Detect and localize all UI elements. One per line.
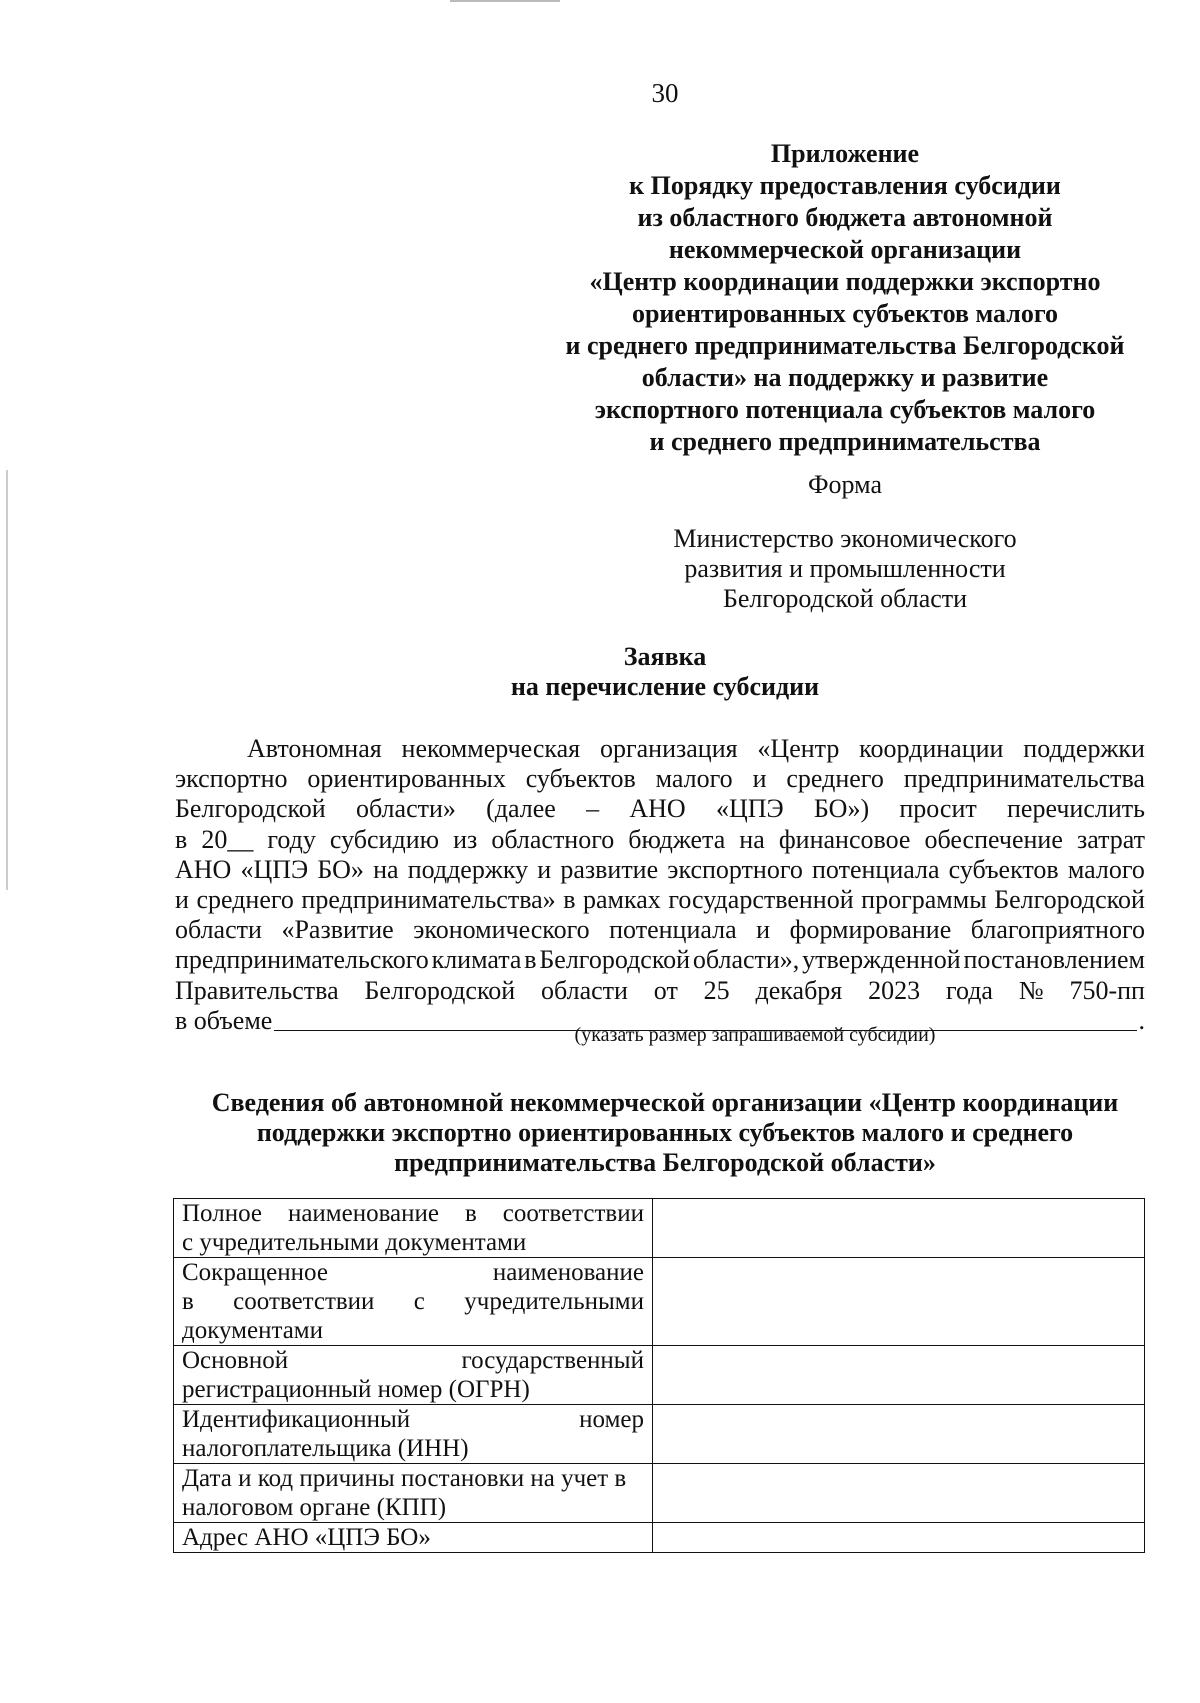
section-title-line: предпринимательства Белгородской области» (394, 1148, 936, 1177)
body-word: АНО (175, 854, 232, 884)
body-word: «ЦПЭ (715, 794, 784, 824)
body-word: области», (692, 945, 800, 975)
cell-word: наименование (287, 1200, 440, 1227)
body-word: государственной (668, 885, 854, 915)
body-line (175, 794, 1145, 824)
body-word: обеспечение (924, 824, 1063, 854)
body-line (175, 976, 1145, 1006)
body-word: утвержденной (802, 945, 961, 975)
body-word: и (537, 854, 552, 884)
body-word: среднего (786, 764, 884, 794)
cell-line (182, 1228, 644, 1257)
body-word: субъектов (525, 764, 636, 794)
body-word: – (586, 794, 600, 824)
body-line (175, 885, 1145, 915)
cell-word: Полное (182, 1200, 262, 1227)
table-row (174, 1405, 1145, 1464)
body-word: области (175, 915, 262, 945)
cell-word: в (182, 1288, 194, 1315)
body-word: Белгородской (175, 794, 326, 824)
body-word: Белгородской (364, 975, 516, 1005)
body-word: БО») (813, 794, 870, 824)
appendix-line: некоммерческой организации (668, 235, 1022, 264)
cell-word: с (413, 1288, 425, 1315)
table-row (174, 1199, 1145, 1258)
body-word: «Центр (757, 734, 840, 763)
body-word: АНО (629, 794, 686, 824)
table-row (174, 1523, 1145, 1553)
appendix-line: «Центр координации поддержки экспортно (589, 267, 1101, 296)
appendix-line: и среднего предпринимательства (649, 427, 1041, 456)
section-title-line: поддержки экспортно ориентированных субъектов малого и среднего (256, 1118, 1074, 1147)
body-word: малого (655, 764, 733, 794)
body-word: ориентированных (307, 764, 506, 794)
body-word: программы (861, 885, 987, 915)
cell-line (182, 1434, 644, 1463)
body-word: в (563, 885, 576, 915)
body-word: перечислить (1007, 794, 1145, 824)
body-word: постановлением (963, 945, 1145, 975)
cell-word: налоговом органе (КПП) (182, 1494, 447, 1521)
body-word: 20__ (201, 824, 254, 854)
table-value-cell (653, 1405, 1145, 1464)
body-word: субсидию (329, 824, 440, 854)
table-label-cell (174, 1405, 653, 1464)
cell-line (182, 1346, 644, 1375)
body-word: развитие (560, 854, 659, 884)
body-word: «Развитие (281, 915, 394, 945)
table-label-cell (174, 1258, 653, 1346)
table-label-cell (174, 1523, 653, 1553)
cell-word: Сокращенное (182, 1259, 328, 1286)
cell-word: соответствии (502, 1200, 644, 1227)
body-line (175, 915, 1145, 945)
table-label-cell (174, 1346, 653, 1405)
body-word: потенциала (609, 915, 737, 945)
table-label-cell (174, 1199, 653, 1258)
body-word: рамках (583, 885, 661, 915)
body-word: в (524, 945, 537, 975)
appendix-line: ориентированных субъектов малого (631, 299, 1059, 328)
cell-word: налогоплательщика (ИНН) (182, 1435, 469, 1462)
amount-suffix: . (1138, 1005, 1145, 1035)
body-word: затрат (1076, 824, 1145, 854)
table-row (174, 1464, 1145, 1523)
appendix-line: и среднего предпринимательства Белгородской (565, 331, 1125, 360)
body-word: из (453, 824, 478, 854)
body-word: № (1018, 975, 1044, 1005)
body-word: бюджета (628, 824, 726, 854)
body-word: Белгородской (994, 885, 1145, 915)
cell-word: Адрес АНО «ЦПЭ БО» (182, 1524, 431, 1551)
form-label: Форма (808, 470, 882, 499)
request-body-paragraph (175, 734, 1145, 1036)
table-label-cell (174, 1464, 653, 1523)
body-word: на (373, 854, 399, 884)
body-word: просит (899, 794, 977, 824)
cell-word: соответствии (233, 1288, 375, 1315)
body-word: 2023 (868, 975, 921, 1005)
body-word: экспортно (175, 764, 288, 794)
body-word: «ЦПЭ (240, 854, 309, 884)
body-word: поддержку (407, 854, 529, 884)
cell-line (182, 1199, 644, 1228)
body-word: и (175, 885, 189, 915)
body-word: формирование (789, 915, 952, 945)
appendix-line: к Порядку предоставления субсидии (629, 171, 1061, 200)
table-row (174, 1258, 1145, 1346)
body-word: и (752, 764, 767, 794)
document-title (0, 642, 1200, 702)
cell-line (182, 1287, 644, 1316)
cell-word: Основной (182, 1347, 289, 1374)
cell-word: в (464, 1200, 477, 1227)
cell-word: Идентификационный (182, 1406, 411, 1433)
cell-word: государственный (461, 1347, 644, 1374)
cell-line (182, 1523, 644, 1552)
body-word: Автономная (247, 734, 382, 763)
title-line-1: Заявка (623, 642, 707, 671)
body-line (175, 855, 1145, 885)
cell-word: документами (182, 1317, 324, 1344)
section-title-line: Сведения об автономной некоммерческой организации «Центр координации (211, 1088, 1119, 1117)
cell-line (182, 1464, 644, 1493)
table-row (174, 1346, 1145, 1405)
table-value-cell (653, 1346, 1145, 1405)
appendix-header (555, 138, 1135, 458)
table-value-cell (653, 1199, 1145, 1258)
page-number: 30 (651, 78, 679, 108)
cell-word: номер (579, 1406, 644, 1433)
body-word: предпринимательского (175, 945, 429, 975)
body-word: малого (1067, 854, 1145, 884)
appendix-line: Приложение (770, 139, 920, 168)
cell-word: наименование (492, 1259, 644, 1286)
body-word: БО» (317, 854, 364, 884)
amount-note: (указать размер запрашиваемой субсидии) (574, 1024, 936, 1046)
body-word: субъектов (948, 854, 1059, 884)
body-word: экспортного (667, 854, 803, 884)
body-word: декабря (755, 975, 843, 1005)
appendix-line: из областного бюджета автономной (637, 203, 1053, 232)
body-word: климата (431, 945, 522, 975)
title-line-2: на перечисление субсидии (510, 672, 820, 701)
body-word: областного (491, 824, 615, 854)
body-word: 750-пп (1069, 975, 1145, 1005)
cell-word: учредительными (464, 1288, 644, 1315)
body-word: предпринимательства» (301, 885, 556, 915)
ministry-line: Министерство экономического (673, 524, 1017, 553)
body-word: (далее (486, 794, 556, 824)
body-word: на (739, 824, 765, 854)
body-word: Правительства (175, 975, 339, 1005)
body-word: экономического (413, 915, 590, 945)
cell-line (182, 1258, 644, 1287)
body-word: потенциала (812, 854, 940, 884)
body-word: предпринимательства (903, 764, 1145, 794)
body-word: году (267, 824, 316, 854)
body-word: в (175, 824, 188, 854)
body-word: поддержки (1023, 734, 1145, 763)
body-word: года (945, 975, 993, 1005)
body-word: 25 (703, 975, 730, 1005)
ministry-addressee (555, 524, 1135, 614)
appendix-line: экспортного потенциала субъектов малого (594, 395, 1096, 424)
cell-line (182, 1316, 644, 1345)
ministry-line: Белгородской области (722, 584, 968, 613)
body-word: некоммерческая (401, 734, 581, 763)
body-word: области» (355, 794, 456, 824)
scan-edge-mark (450, 0, 560, 2)
amount-prefix: в объеме (175, 1005, 273, 1035)
section-title (150, 1088, 1180, 1178)
body-word: от (653, 975, 678, 1005)
table-value-cell (653, 1258, 1145, 1346)
table-value-cell (653, 1464, 1145, 1523)
body-word: финансовое (778, 824, 911, 854)
cell-word: с учредительными документами (182, 1229, 527, 1256)
table-value-cell (653, 1523, 1145, 1553)
body-word: Белгородской (539, 945, 691, 975)
cell-word: регистрационный номер (ОГРН) (182, 1376, 530, 1403)
body-line (175, 734, 1145, 764)
appendix-line: области» на поддержку и развитие (641, 363, 1049, 392)
body-word: координации (859, 734, 1004, 763)
cell-word: Дата и код причины постановки на учет в (182, 1465, 627, 1492)
cell-line (182, 1405, 644, 1434)
body-line (175, 945, 1145, 975)
ministry-line: развития и промышленности (684, 554, 1006, 583)
body-word: области (541, 975, 628, 1005)
body-line (175, 825, 1145, 855)
cell-line (182, 1493, 644, 1522)
body-word: организация (599, 734, 738, 763)
cell-line (182, 1375, 644, 1404)
body-word: и (756, 915, 771, 945)
body-line (175, 764, 1145, 794)
body-word: среднего (196, 885, 294, 915)
organization-info-table (173, 1198, 1145, 1553)
body-word: благоприятного (970, 915, 1145, 945)
